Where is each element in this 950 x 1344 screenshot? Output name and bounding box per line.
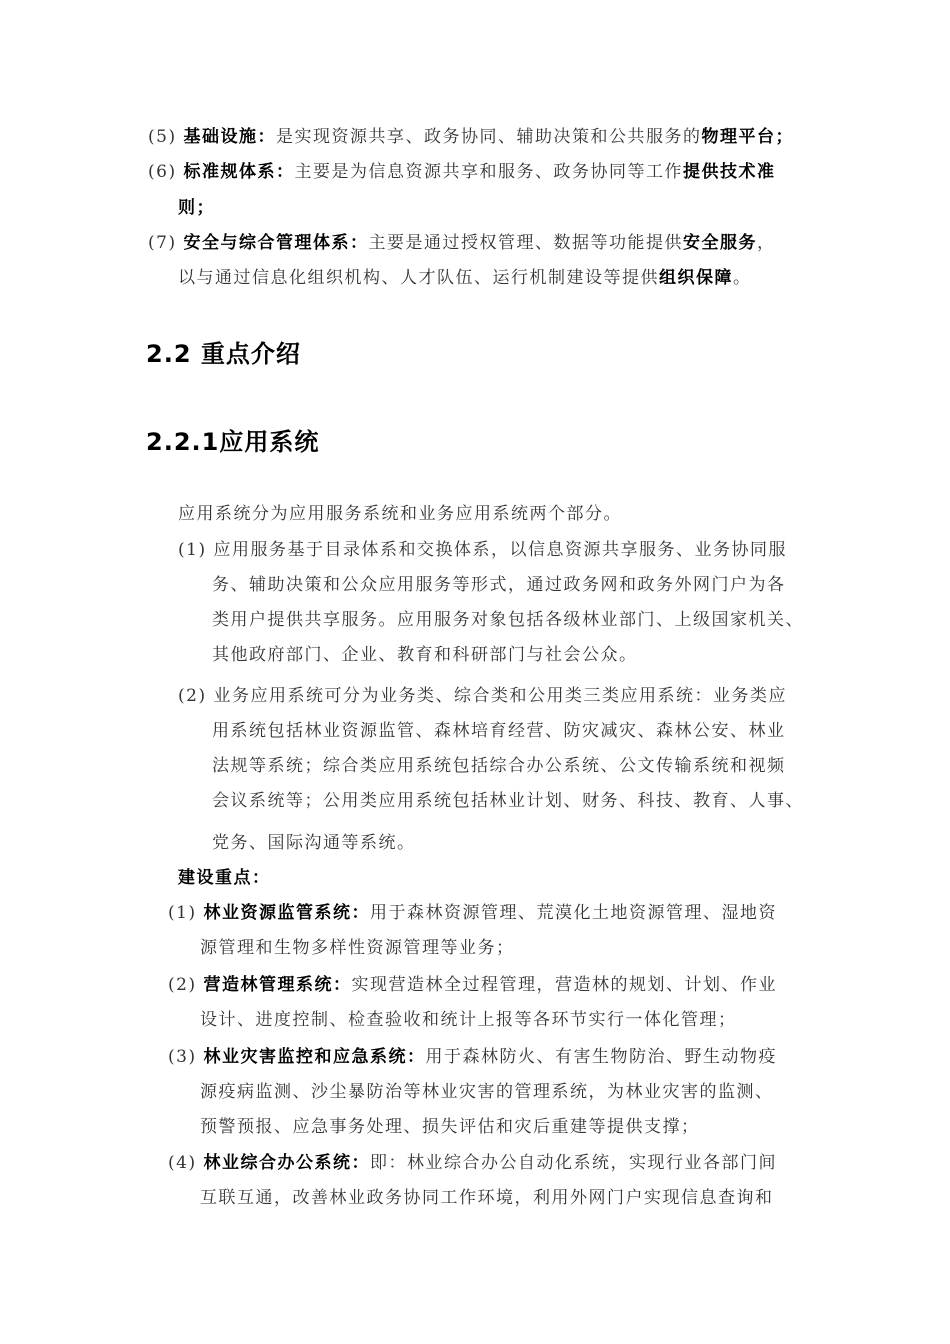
bold-text: 营造林管理系统：	[203, 975, 352, 995]
text-line	[178, 685, 787, 707]
text-line	[168, 902, 777, 924]
text-line	[200, 1081, 774, 1103]
text-line	[200, 1116, 700, 1138]
body-text: ，	[756, 233, 776, 253]
body-text: 会议系统等；公用类应用系统包括林业计划、财务、科技、教育、人事、	[212, 791, 804, 811]
body-text: 其他政府部门、企业、教育和科研部门与社会公众。	[212, 645, 638, 665]
body-text: 应用系统分为应用服务系统和业务应用系统两个部分。	[178, 504, 622, 524]
bold-text: 安全服务	[682, 233, 757, 253]
body-text: (3)	[168, 1047, 204, 1067]
body-text: (7)	[148, 233, 184, 253]
body-text: 互联互通，改善林业政务协同工作环境，利用外网门户实现信息查询和	[200, 1188, 774, 1208]
text-line	[178, 503, 622, 525]
bold-text: 则；	[178, 198, 215, 218]
bold-text: 安全与综合管理体系：	[183, 233, 369, 253]
bold-text: 林业灾害监控和应急系统：	[203, 1047, 426, 1067]
body-text: (5)	[148, 127, 184, 147]
text-line	[168, 1046, 777, 1068]
text-line	[212, 755, 786, 777]
text-line	[168, 974, 777, 996]
bold-text: 物理平台；	[701, 127, 794, 147]
body-text: 源疫病监测、沙尘暴防治等林业灾害的管理系统，为林业灾害的监测、	[200, 1082, 774, 1102]
body-text: 类用户提供共享服务。应用服务对象包括各级林业部门、上级国家机关、	[212, 610, 804, 630]
body-text: 务、辅助决策和公众应用服务等形式，通过政务网和政务外网门户为各	[212, 575, 786, 595]
body-text: 即：林业综合办公自动化系统，实现行业各部门间	[369, 1153, 777, 1173]
bold-text: 建设重点：	[178, 868, 271, 888]
bold-text: 组织保障	[659, 268, 733, 288]
text-line	[148, 126, 794, 148]
body-text: (1)	[168, 903, 204, 923]
bold-text: 林业资源监管系统：	[203, 903, 370, 923]
bold-text: 林业综合办公系统：	[203, 1153, 370, 1173]
body-text: 。	[733, 268, 752, 288]
body-text: 法规等系统；综合类应用系统包括综合办公系统、公文传输系统和视频	[212, 756, 786, 776]
text-line	[212, 609, 804, 631]
body-text: (2)	[168, 975, 204, 995]
text-line	[168, 1152, 777, 1174]
body-text: 用于森林资源管理、荒漠化土地资源管理、湿地资	[369, 903, 777, 923]
body-text: 实现营造林全过程管理，营造林的规划、计划、作业	[351, 975, 777, 995]
bold-text: 提供技术准	[682, 162, 776, 182]
body-text: 源管理和生物多样性资源管理等业务；	[200, 938, 515, 958]
body-text: (2) 业务应用系统可分为业务类、综合类和公用类三类应用系统：业务类应	[178, 686, 787, 706]
text-line	[178, 539, 787, 561]
text-line	[212, 644, 638, 666]
text-line	[212, 790, 804, 812]
body-text: (4)	[168, 1153, 204, 1173]
text-line	[200, 1009, 737, 1031]
body-text: 主要是为信息资源共享和服务、政务协同等工作	[294, 162, 683, 182]
bold-text: 标准规体系：	[183, 162, 295, 182]
body-text: 预警预报、应急事务处理、损失评估和灾后重建等提供支撑；	[200, 1117, 700, 1137]
text-line	[212, 720, 786, 742]
text-line	[200, 1187, 774, 1209]
text-line	[200, 937, 515, 959]
body-text: (6)	[148, 162, 184, 182]
text-line	[212, 574, 786, 596]
body-text: 以与通过信息化组织机构、人才队伍、运行机制建设等提供	[178, 268, 659, 288]
body-text: 用于森林防火、有害生物防治、野生动物疫	[425, 1047, 777, 1067]
body-text: 用系统包括林业资源监管、森林培育经营、防灾减灾、森林公安、林业	[212, 721, 786, 741]
section-heading-2-2: 2.2 重点介绍	[146, 340, 301, 368]
text-line	[212, 832, 416, 854]
body-text: (1) 应用服务基于目录体系和交换体系，以信息资源共享服务、业务协同服	[178, 540, 787, 560]
bold-text: 基础设施：	[183, 127, 276, 147]
section-heading-2-2-1: 2.2.1应用系统	[146, 428, 320, 456]
text-line	[178, 867, 271, 889]
text-line	[148, 232, 775, 254]
text-line	[178, 197, 215, 219]
body-text: 主要是通过授权管理、数据等功能提供	[368, 233, 683, 253]
body-text: 党务、国际沟通等系统。	[212, 833, 416, 853]
text-line	[178, 267, 752, 289]
text-line	[148, 161, 775, 183]
body-text: 设计、进度控制、检查验收和统计上报等各环节实行一体化管理；	[200, 1010, 737, 1030]
body-text: 是实现资源共享、政务协同、辅助决策和公共服务的	[275, 127, 702, 147]
